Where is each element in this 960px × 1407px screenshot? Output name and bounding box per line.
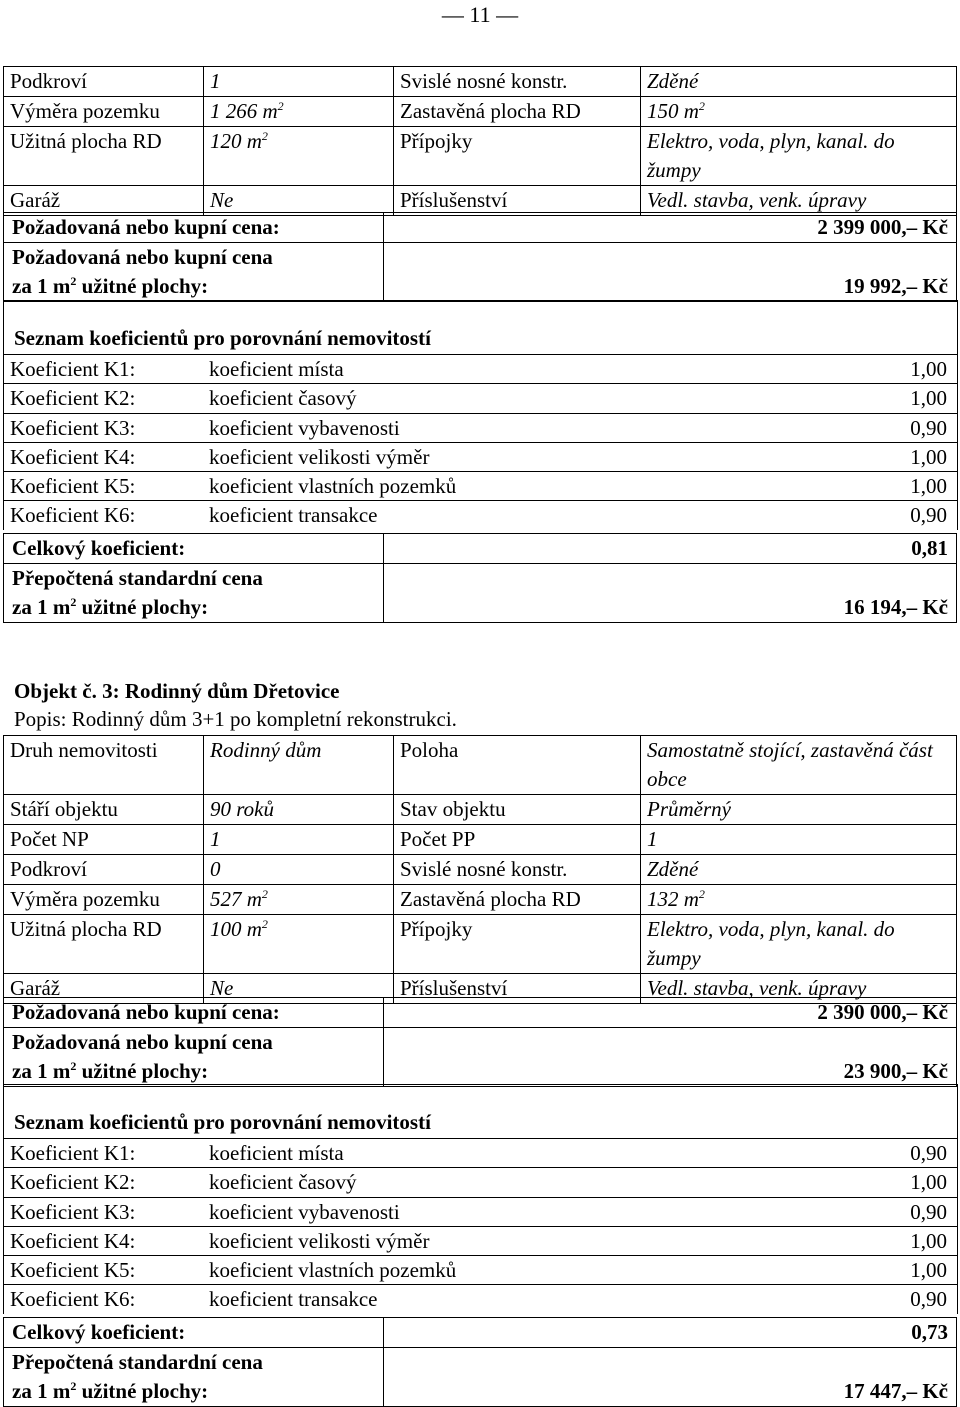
total-label: Celkový koeficient: [4,534,384,564]
info-value: 120 $m^2$ [204,127,394,186]
std-price-label: Přepočtená standardní cena za 1 $m^2$ užitné plochy: [4,564,384,623]
list-item: Koeficient K2: koeficient časový 1,00 [4,1167,957,1196]
unit-price-value: 19 992,– Kč [384,243,957,302]
info-label: Garáž [4,186,204,216]
superscript: 2 [261,129,268,143]
info-label: Poloha [394,736,641,795]
info-label: Zastavěná plocha RD [394,885,641,915]
list-item: Koeficient K2: koeficient časový 1,00 [4,383,957,412]
info-value: Ne [204,186,394,216]
table-row [4,186,957,216]
list-item: Koeficient K3: koeficient vybavenosti 0,90 [4,1197,957,1226]
table-row [4,998,957,1028]
total-value: 0,73 [384,1318,957,1348]
info-label: Stáří objektu [4,795,204,825]
unit-price-value: 23 900,– Kč [384,1028,957,1087]
info-value: 527 $m^2$ [204,885,394,915]
info-label: Svislé nosné konstr. [394,67,641,97]
list-item: Koeficient K4: koeficient velikosti výměr 1,00 [4,442,957,471]
list-item: Koeficient K1: koeficient místa 1,00 [4,354,957,383]
price-value: 2 390 000,– Kč [384,998,957,1028]
table-row [4,564,957,623]
table-row [4,97,957,127]
info-value: Rodinný dům [204,736,394,795]
info-label: Podkroví [4,67,204,97]
list-item: Koeficient K1: koeficient místa 0,90 [4,1138,957,1167]
info-label: Stav objektu [394,795,641,825]
info-label: Příslušenství [394,974,641,1004]
info-value: 0 [204,855,394,885]
info-label: Přípojky [394,915,641,974]
info-value: 1 [641,825,957,855]
info-value: Elektro, voda, plyn, kanal. do žumpy [641,915,957,974]
info-label: Počet PP [394,825,641,855]
info-value: Vedl. stavba, venk. úpravy [641,186,957,216]
info-label: Přípojky [394,127,641,186]
info-label: Svislé nosné konstr. [394,855,641,885]
info-value: Zděné [641,67,957,97]
table-row [4,534,957,564]
property-info-table-3 [3,735,957,1004]
price-value: 2 399 000,– Kč [384,213,957,243]
total-table-1 [3,533,957,623]
price-table-1 [3,212,957,302]
coefficient-list-1 [3,300,958,530]
list-item: Koeficient K5: koeficient vlastních pozemků 1,00 [4,471,957,500]
table-row [4,213,957,243]
table-row [4,825,957,855]
info-label: Užitná plocha RD [4,127,204,186]
info-label: Druh nemovitosti [4,736,204,795]
info-value: Elektro, voda, plyn, kanal. do žumpy [641,127,957,186]
table-row [4,1318,957,1348]
object-description: Popis: Rodinný dům 3+1 po kompletní rekonstrukci. [14,707,457,731]
std-price-label: Přepočtená standardní cena za 1 $m^2$ užitné plochy: [4,1348,384,1407]
table-row [4,67,957,97]
property-info-table-1 [3,66,957,216]
price-table-3 [3,997,957,1087]
info-label: Zastavěná plocha RD [394,97,641,127]
info-label: Počet NP [4,825,204,855]
info-value: Ne [204,974,394,1004]
info-value: Zděné [641,855,957,885]
list-item: Koeficient K6: koeficient transakce 0,90 [4,500,957,529]
info-label: Garáž [4,974,204,1004]
total-value: 0,81 [384,534,957,564]
list-item: Koeficient K4: koeficient velikosti výměr 1,00 [4,1226,957,1255]
info-value: 150 $m^2$ [641,97,957,127]
info-label: Výměra pozemku [4,97,204,127]
info-value: 1 266 $m^2$ [204,97,394,127]
unit-price-label: Požadovaná nebo kupní cena za 1 $m^2$ užitné plochy: [4,243,384,302]
std-price-value: 17 447,– Kč [384,1348,957,1407]
coef-title: Seznam koeficientů pro porovnání nemovitostí [4,300,957,354]
price-label: Požadovaná nebo kupní cena: [4,998,384,1028]
table-row [4,1348,957,1407]
info-label: Příslušenství [394,186,641,216]
object-heading: Objekt č. 3: Rodinný dům Dřetovice [14,679,340,703]
unit-price-label: Požadovaná nebo kupní cena za 1 $m^2$ užitné plochy: [4,1028,384,1087]
list-item: Koeficient K6: koeficient transakce 0,90 [4,1284,957,1313]
info-label: Podkroví [4,855,204,885]
superscript: 2 [277,99,284,113]
table-row [4,915,957,974]
info-value: Samostatně stojící, zastavěná část obce [641,736,957,795]
info-value: Vedl. stavba, venk. úpravy [641,974,957,1004]
total-table-3 [3,1317,957,1407]
info-label: Výměra pozemku [4,885,204,915]
price-label: Požadovaná nebo kupní cena: [4,213,384,243]
std-price-value: 16 194,– Kč [384,564,957,623]
table-row [4,1028,957,1087]
page-number: — 11 — [441,2,519,27]
table-row [4,885,957,915]
info-value: 1 [204,825,394,855]
total-label: Celkový koeficient: [4,1318,384,1348]
table-row [4,243,957,302]
info-value: Průměrný [641,795,957,825]
info-label: Užitná plocha RD [4,915,204,974]
list-item: Koeficient K5: koeficient vlastních pozemků 1,00 [4,1255,957,1284]
info-value: 100 $m^2$ [204,915,394,974]
table-row [4,855,957,885]
superscript: 2 [698,99,705,113]
info-value: 1 [204,67,394,97]
coef-title: Seznam koeficientů pro porovnání nemovitostí [4,1084,957,1138]
list-item: Koeficient K3: koeficient vybavenosti 0,90 [4,413,957,442]
info-value: 90 roků [204,795,394,825]
info-value: 132 $m^2$ [641,885,957,915]
table-row [4,127,957,186]
table-row [4,795,957,825]
table-row [4,736,957,795]
coefficient-list-3 [3,1084,958,1314]
